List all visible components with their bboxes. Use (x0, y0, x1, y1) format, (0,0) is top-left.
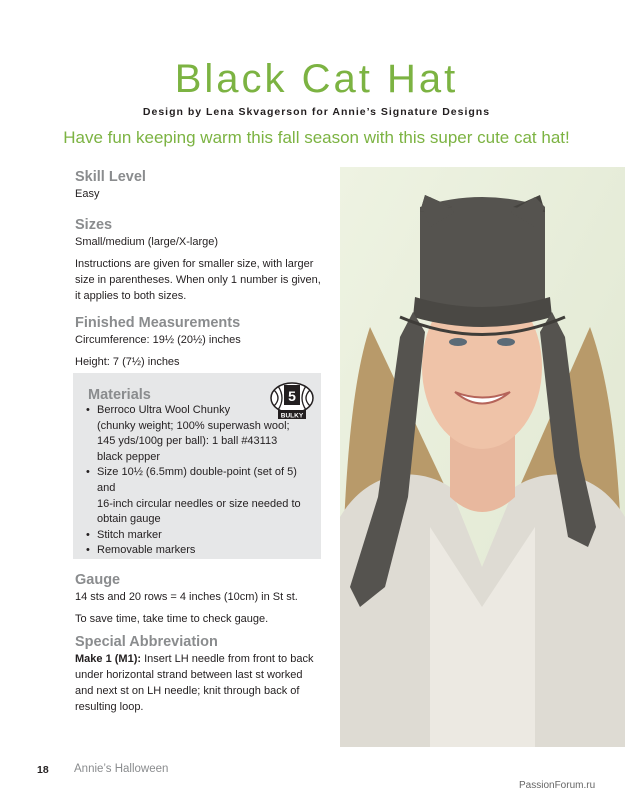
material-line: • Removable markers (97, 544, 196, 557)
skill-value: Easy (75, 188, 100, 200)
material-line: (chunky weight; 100% superwash wool; (97, 419, 290, 432)
abbreviation-text: Insert LH needle from front to back (141, 653, 314, 665)
abbreviation-line: and next st on LH needle; knit through back of (75, 685, 300, 697)
page-number: 18 (37, 764, 49, 776)
materials-heading: Materials (88, 387, 151, 403)
material-line: black pepper (97, 450, 160, 463)
gauge-section (75, 571, 320, 627)
material-line: 16-inch circular needles or size needed to (97, 497, 301, 510)
abbreviation-line (75, 651, 325, 667)
gauge-line: To save time, take time to check gauge. (75, 613, 269, 625)
sizes-note-line: Instructions are given for smaller size, with larger (75, 258, 314, 270)
yarn-weight-label: BULKY (280, 412, 304, 420)
watermark: PassionForum.ru (519, 780, 596, 791)
abbreviation-line: under horizontal strand between last st worked (75, 669, 303, 681)
sizes-heading: Sizes (75, 217, 113, 233)
intro-section (75, 168, 325, 370)
list-item (85, 543, 317, 559)
material-line: 145 yds/100g per ball): 1 ball #43113 (97, 435, 278, 448)
abbreviation-line: resulting loop. (75, 701, 144, 713)
book-title: Annie’s Halloween (74, 763, 169, 775)
material-line: • Size 10½ (6.5mm) double-point (set of 5) and (97, 466, 297, 494)
sizes-note-line: it applies to both sizes. (75, 290, 187, 302)
material-line: • Berroco Ultra Wool Chunky (97, 404, 231, 416)
material-line: obtain gauge (97, 513, 161, 526)
circumference: Circumference: 19½ (20½) inches (75, 334, 241, 346)
page-title: Black Cat Hat (174, 57, 459, 101)
measurements-heading: Finished Measurements (75, 315, 241, 331)
abbreviation-heading: Special Abbreviation (75, 634, 218, 650)
abbreviation-term: Make 1 (M1): (75, 653, 142, 665)
yarn-weight-number: 5 (288, 388, 296, 404)
tagline: Have fun keeping warm this fall season with this super cute cat hat! (63, 128, 570, 147)
gauge-heading: Gauge (75, 572, 121, 588)
skill-heading: Skill Level (75, 169, 146, 185)
height: Height: 7 (7½) inches (75, 356, 180, 368)
materials-list (85, 403, 317, 559)
yarn-weight-icon (268, 380, 316, 420)
sizes-value: Small/medium (large/X-large) (75, 236, 219, 248)
sizes-note-line: size in parentheses. When only 1 number is given, (75, 274, 321, 286)
abbreviation-section (75, 633, 325, 715)
material-line: • Stitch marker (97, 528, 162, 541)
hat-photo (340, 167, 625, 747)
designer-byline: Design by Lena Skvagerson for Annie’s Signature Designs (142, 106, 491, 118)
list-item (85, 465, 317, 527)
gauge-line: 14 sts and 20 rows = 4 inches (10cm) in St st. (75, 591, 298, 603)
list-item (85, 528, 317, 544)
